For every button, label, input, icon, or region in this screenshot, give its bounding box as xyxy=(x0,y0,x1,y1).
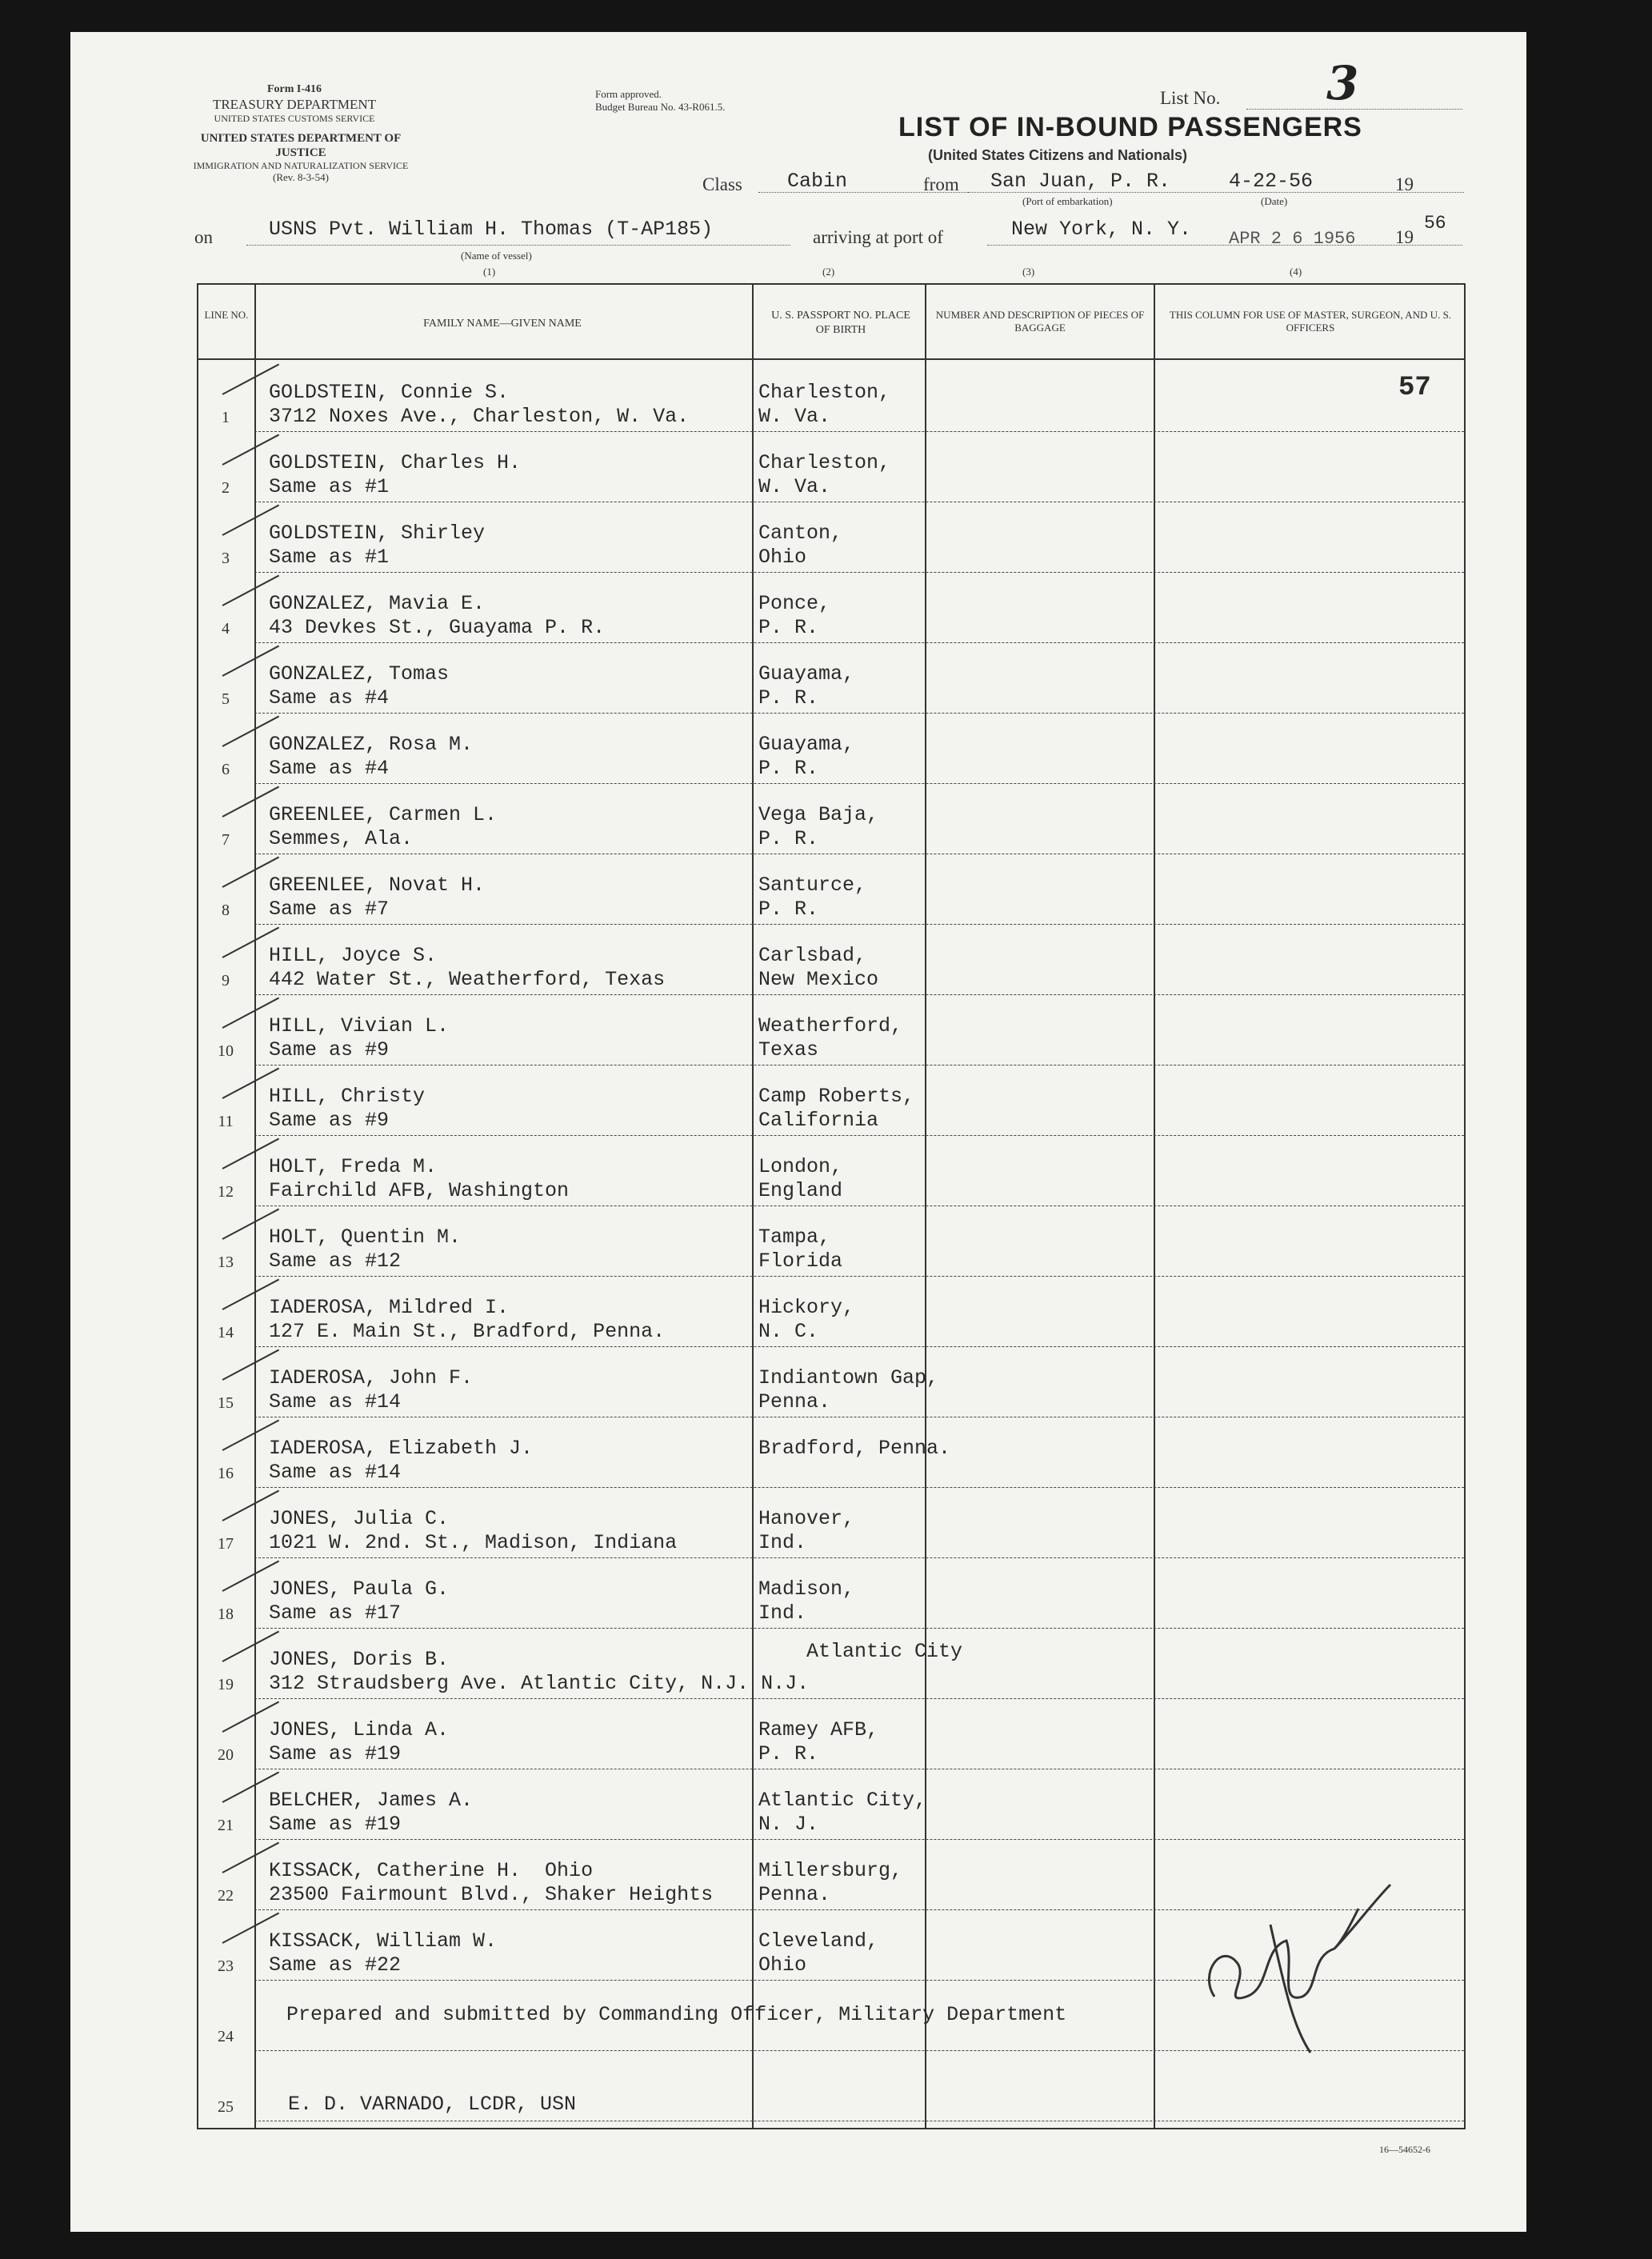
place-of-birth-line2: W. Va. xyxy=(758,475,831,498)
on-label: on xyxy=(194,227,213,247)
class-value: Cabin xyxy=(787,170,848,193)
line-number: 9 xyxy=(222,972,230,990)
passenger-name: HILL, Joyce S. xyxy=(269,944,438,967)
table-row xyxy=(198,1769,1464,1840)
line-number: 17 xyxy=(218,1535,234,1553)
form-approved-label: Form approved. xyxy=(595,88,662,100)
passenger-name: HILL, Christy xyxy=(269,1085,426,1108)
line-number: 7 xyxy=(222,831,230,849)
table-row xyxy=(198,1699,1464,1769)
date-value: 4-22-56 xyxy=(1229,170,1314,193)
passenger-address: Same as #1 xyxy=(269,546,390,569)
place-of-birth: Indiantown Gap, xyxy=(758,1366,939,1389)
col-num-4: (4) xyxy=(1290,266,1302,278)
agency-block xyxy=(182,83,406,125)
line-number: 16 xyxy=(218,1465,234,1482)
table-row xyxy=(198,573,1464,643)
table-row xyxy=(198,714,1464,784)
place-of-birth-line2: England xyxy=(758,1179,843,1202)
place-of-birth: Cleveland, xyxy=(758,1929,879,1953)
line-number: 11 xyxy=(218,1113,234,1130)
place-of-birth-line2: Ohio xyxy=(758,546,807,569)
line-number: 10 xyxy=(218,1042,234,1060)
place-of-birth-line2: P. R. xyxy=(758,827,819,850)
form-number: Form I-416 xyxy=(266,83,322,95)
passenger-name: IADEROSA, Elizabeth J. xyxy=(269,1437,534,1460)
page-title: LIST OF IN-BOUND PASSENGERS xyxy=(898,112,1362,142)
passenger-address: 3712 Noxes Ave., Charleston, W. Va. xyxy=(269,405,690,428)
passenger-name: KISSACK, William W. xyxy=(269,1929,498,1953)
col-num-2: (2) xyxy=(822,266,835,278)
passenger-address: Same as #19 xyxy=(269,1813,402,1836)
passenger-address: 312 Straudsberg Ave. Atlantic City, N.J. N.J. xyxy=(269,1672,810,1695)
passenger-name: HOLT, Freda M. xyxy=(269,1155,438,1178)
arriving-label: arriving at port of xyxy=(813,227,943,247)
col-num-3: (3) xyxy=(1022,266,1035,278)
customs-label: UNITED STATES CUSTOMS SERVICE xyxy=(214,113,375,125)
passenger-address: Same as #4 xyxy=(269,757,390,780)
place-of-birth: Camp Roberts, xyxy=(758,1085,915,1108)
justice-block xyxy=(181,131,421,184)
place-of-birth: Carlsbad, xyxy=(758,944,867,967)
line-number: 21 xyxy=(218,1817,234,1834)
passenger-name: JONES, Paula G. xyxy=(269,1577,450,1601)
table-row xyxy=(198,1417,1464,1488)
line-number: 23 xyxy=(218,1957,234,1975)
line-number: 13 xyxy=(218,1253,234,1271)
officer-signature xyxy=(1190,1877,1398,2061)
place-of-birth: Atlantic City, xyxy=(758,1789,927,1812)
passenger-name: GOLDSTEIN, Shirley xyxy=(269,522,486,545)
table-row xyxy=(198,784,1464,854)
passenger-name: GREENLEE, Carmen L. xyxy=(269,803,498,826)
passenger-name: JONES, Julia C. xyxy=(269,1507,450,1530)
place-of-birth: Guayama, xyxy=(758,733,855,756)
passenger-address: 43 Devkes St., Guayama P. R. xyxy=(269,616,606,639)
table-row xyxy=(198,854,1464,925)
passenger-name: GOLDSTEIN, Connie S. xyxy=(269,381,510,404)
passenger-address: Same as #17 xyxy=(269,1601,402,1625)
place-of-birth-line2: Ohio xyxy=(758,1953,807,1977)
immigration-label: IMMIGRATION AND NATURALIZATION SERVICE xyxy=(193,160,409,171)
place-of-birth: Santurce, xyxy=(758,874,867,897)
passenger-name: JONES, Doris B. xyxy=(269,1648,450,1671)
col-header-passport: U. S. PASSPORT NO. PLACE OF BIRTH xyxy=(771,310,910,336)
place-of-birth-line2: N. C. xyxy=(758,1320,819,1343)
place-of-birth-line2: N. J. xyxy=(758,1813,819,1836)
place-of-birth: Ramey AFB, xyxy=(758,1718,879,1741)
place-of-birth: Canton, xyxy=(758,522,843,545)
line-number: 19 xyxy=(218,1676,234,1693)
passenger-address: Same as #9 xyxy=(269,1038,390,1062)
table-row xyxy=(198,643,1464,714)
place-of-birth: Millersburg, xyxy=(758,1859,903,1882)
passenger-name: GONZALEZ, Mavia E. xyxy=(269,592,486,615)
place-of-birth: Guayama, xyxy=(758,662,855,686)
line-number: 20 xyxy=(218,1746,234,1764)
port-embarkation-caption: (Port of embarkation) xyxy=(1022,195,1113,207)
passenger-address: 1021 W. 2nd. St., Madison, Indiana xyxy=(269,1531,678,1554)
passenger-name: Prepared and submitted by Commanding Officer, Military Department xyxy=(286,2003,1067,2026)
place-of-birth-line2: Florida xyxy=(758,1249,843,1273)
passenger-address: Same as #22 xyxy=(269,1953,402,1977)
passenger-name: HILL, Vivian L. xyxy=(269,1014,450,1038)
passenger-address: Same as #14 xyxy=(269,1390,402,1413)
place-of-birth: Tampa, xyxy=(758,1225,831,1249)
line-number: 8 xyxy=(222,902,230,919)
line-number: 14 xyxy=(218,1324,234,1341)
line-number: 6 xyxy=(222,761,230,778)
place-of-birth-line2: New Mexico xyxy=(758,968,879,991)
table-row xyxy=(198,995,1464,1066)
place-of-birth-line2: Ind. xyxy=(758,1601,807,1625)
arrival-underline xyxy=(987,245,1462,246)
place-of-birth: Ponce, xyxy=(758,592,831,615)
passenger-address: Same as #4 xyxy=(269,686,390,710)
passenger-address: 127 E. Main St., Bradford, Penna. xyxy=(269,1320,666,1343)
col-header-line-no: LINE NO. xyxy=(204,309,249,321)
passenger-address: Same as #19 xyxy=(269,1742,402,1765)
place-of-birth-line2: W. Va. xyxy=(758,405,831,428)
passenger-address: Same as #14 xyxy=(269,1461,402,1484)
port-embarkation-value: San Juan, P. R. xyxy=(990,170,1171,193)
vessel-value: USNS Pvt. William H. Thomas (T-AP185) xyxy=(269,218,714,241)
year-value-2: 56 xyxy=(1424,213,1446,234)
passenger-name: GREENLEE, Novat H. xyxy=(269,874,486,897)
passenger-name: GONZALEZ, Rosa M. xyxy=(269,733,474,756)
table-row xyxy=(198,432,1464,502)
passenger-address: 442 Water St., Weatherford, Texas xyxy=(269,968,666,991)
place-of-birth-line2: Ind. xyxy=(758,1531,807,1554)
place-of-birth-line2: P. R. xyxy=(758,1742,819,1765)
passenger-address: 23500 Fairmount Blvd., Shaker Heights xyxy=(269,1883,714,1906)
passenger-name: GONZALEZ, Tomas xyxy=(269,662,450,686)
manifest-page xyxy=(70,32,1526,2232)
table-row xyxy=(198,502,1464,573)
place-of-birth: Charleston, xyxy=(758,451,891,474)
officer-note: 57 xyxy=(1398,373,1431,403)
place-of-birth: Hanover, xyxy=(758,1507,855,1530)
arrival-port-value: New York, N. Y. xyxy=(1011,218,1192,241)
place-of-birth-line2: P. R. xyxy=(758,686,819,710)
passenger-table xyxy=(197,283,1466,2129)
place-of-birth: Weatherford, xyxy=(758,1014,903,1038)
passenger-address: Same as #12 xyxy=(269,1249,402,1273)
col-header-name: FAMILY NAME—GIVEN NAME xyxy=(423,318,582,330)
header-rule xyxy=(198,358,1464,360)
passenger-name: GOLDSTEIN, Charles H. xyxy=(269,451,522,474)
place-of-birth-line2: P. R. xyxy=(758,757,819,780)
page-subtitle: (United States Citizens and Nationals) xyxy=(928,147,1188,163)
year-prefix-1: 19 xyxy=(1395,174,1414,194)
line-number: 4 xyxy=(222,620,230,638)
line-number: 3 xyxy=(222,550,230,567)
passenger-name: E. D. VARNADO, LCDR, USN xyxy=(288,2093,577,2116)
passenger-address: Same as #1 xyxy=(269,475,390,498)
line-number: 24 xyxy=(218,2028,234,2045)
place-of-birth-line2: P. R. xyxy=(758,616,819,639)
from-label: from xyxy=(923,174,959,194)
table-row xyxy=(198,1629,1464,1699)
passenger-address: Same as #9 xyxy=(269,1109,390,1132)
passenger-name: JONES, Linda A. xyxy=(269,1718,450,1741)
table-row xyxy=(198,1558,1464,1629)
col-header-officers: THIS COLUMN FOR USE OF MASTER, SURGEON, AND U. S. OFFICERS xyxy=(1169,309,1452,334)
arrival-date-stamp: APR 2 6 1956 xyxy=(1229,229,1356,249)
line-number: 15 xyxy=(218,1394,234,1412)
passenger-address: Same as #7 xyxy=(269,898,390,921)
justice-label: UNITED STATES DEPARTMENT OF JUSTICE xyxy=(200,132,402,159)
table-row xyxy=(198,1066,1464,1136)
place-of-birth: Charleston, xyxy=(758,381,891,404)
line-number: 22 xyxy=(218,1887,234,1905)
year-prefix-2: 19 xyxy=(1395,227,1414,247)
revision-label: (Rev. 8-3-54) xyxy=(273,171,329,184)
line-number: 5 xyxy=(222,690,230,708)
place-of-birth-line2: California xyxy=(758,1109,879,1132)
date-caption: (Date) xyxy=(1261,195,1288,207)
list-no-value: 3 xyxy=(1326,56,1359,110)
passenger-name: IADEROSA, John F. xyxy=(269,1366,474,1389)
line-number: 18 xyxy=(218,1605,234,1623)
table-row xyxy=(198,1206,1464,1277)
place-of-birth: Hickory, xyxy=(758,1296,855,1319)
footer-code: 16—54652-6 xyxy=(1379,2144,1430,2155)
place-of-birth-line2: P. R. xyxy=(758,898,819,921)
treasury-label: TREASURY DEPARTMENT xyxy=(212,96,377,112)
table-row xyxy=(198,1488,1464,1558)
place-of-birth: Bradford, Penna. xyxy=(758,1437,951,1460)
place-of-birth: London, xyxy=(758,1155,843,1178)
place-of-birth: Vega Baja, xyxy=(758,803,879,826)
table-row xyxy=(198,1347,1464,1417)
line-number: 12 xyxy=(218,1183,234,1201)
table-row xyxy=(198,925,1464,995)
table-row xyxy=(198,2051,1464,2121)
line-number: 2 xyxy=(222,479,230,497)
table-row xyxy=(198,1277,1464,1347)
vessel-underline xyxy=(246,245,790,246)
class-label: Class xyxy=(702,174,742,194)
vessel-caption: (Name of vessel) xyxy=(461,250,532,262)
passenger-name: IADEROSA, Mildred I. xyxy=(269,1296,510,1319)
col-num-1: (1) xyxy=(483,266,496,278)
place-of-birth: Atlantic City xyxy=(806,1640,963,1663)
place-of-birth-line2: Penna. xyxy=(758,1390,831,1413)
col-header-baggage: NUMBER AND DESCRIPTION OF PIECES OF BAGGAGE xyxy=(935,309,1145,334)
passenger-address: Fairchild AFB, Washington xyxy=(269,1179,570,1202)
passenger-name: KISSACK, Catherine H. Ohio xyxy=(269,1859,594,1882)
passenger-address: Semmes, Ala. xyxy=(269,827,414,850)
line-number: 25 xyxy=(218,2098,234,2116)
line-number: 1 xyxy=(222,409,230,426)
table-row xyxy=(198,362,1464,432)
place-of-birth-line2: Texas xyxy=(758,1038,819,1062)
table-row xyxy=(198,1136,1464,1206)
budget-bureau-label: Budget Bureau No. 43-R061.5. xyxy=(595,101,726,114)
place-of-birth: Madison, xyxy=(758,1577,855,1601)
place-of-birth-line2: Penna. xyxy=(758,1883,831,1906)
form-approved xyxy=(595,88,725,114)
passenger-name: HOLT, Quentin M. xyxy=(269,1225,462,1249)
list-no-label: List No. xyxy=(1160,88,1221,108)
passenger-name: BELCHER, James A. xyxy=(269,1789,474,1812)
